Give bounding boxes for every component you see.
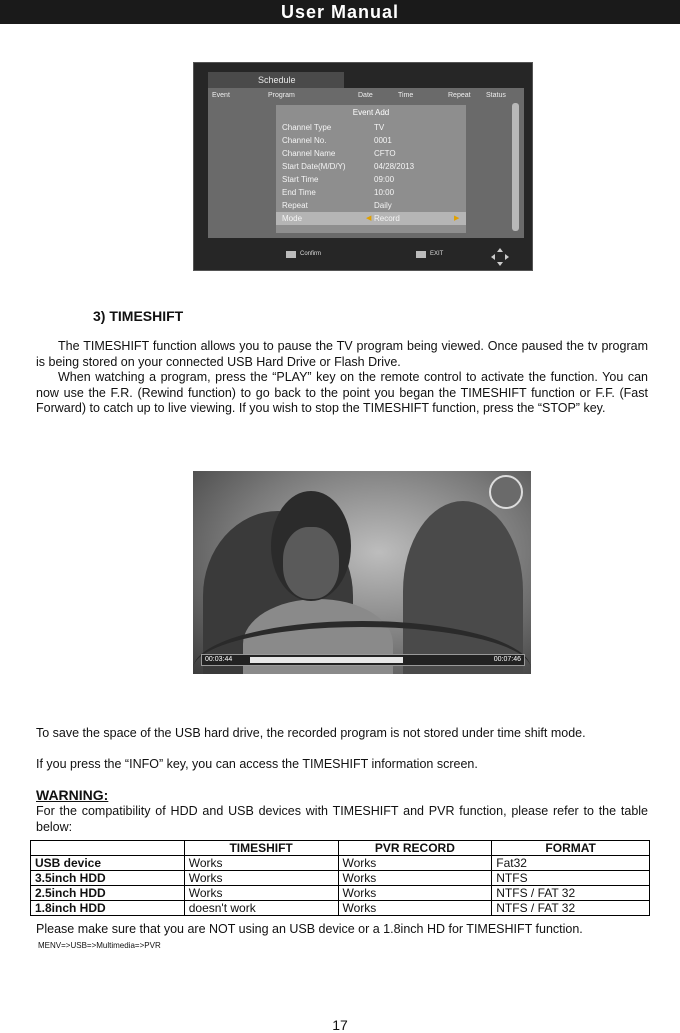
timeshift-screenshot [193, 471, 531, 674]
row-label: Channel Type [282, 123, 332, 132]
left-arrow-icon: ◀ [366, 215, 372, 222]
table-cell: 2.5inch HDD [31, 886, 185, 901]
schedule-column-header [208, 90, 524, 102]
col-repeat: Repeat [448, 92, 471, 99]
dialog-row[interactable] [276, 147, 466, 160]
table-header: PVR RECORD [338, 841, 492, 856]
menu-path: MENV=>USB=>Multimedia=>PVR [38, 941, 161, 950]
timeshift-intro: The TIMESHIFT function allows you to pause the TV program being viewed. Once paused the tv program is being stored on your connected USB Hard Drive or Flash Drive. [36, 339, 648, 369]
dialog-row[interactable] [276, 173, 466, 186]
warning-heading: WARNING: [36, 787, 109, 803]
table-cell: Fat32 [492, 856, 650, 871]
confirm-label: Confirm [300, 251, 322, 257]
row-label: Start Date(M/D/Y) [282, 162, 346, 171]
table-cell: Works [184, 856, 338, 871]
table-header: TIMESHIFT [184, 841, 338, 856]
table-cell: Works [338, 901, 492, 916]
row-value: Daily [374, 201, 392, 210]
table-row [31, 871, 650, 886]
dialog-row[interactable] [276, 160, 466, 173]
table-header-row [31, 841, 650, 856]
table-row [31, 856, 650, 871]
channel-logo-icon [489, 475, 523, 509]
timeshift-progress-fill [250, 657, 403, 663]
dialog-row-selected[interactable] [276, 212, 466, 225]
dialog-row[interactable] [276, 186, 466, 199]
col-status: Status [486, 92, 506, 99]
timeshift-instructions: When watching a program, press the “PLAY” key on the remote control to activate the function. You can now use the F.R. (Rewind function) to go back to the point you began the TIMESHIFT function or F.F. (Fast Forward) to catch up to live viewing. If you wish to stop the TIMESHIFT function, press the “STOP” key. [36, 370, 648, 415]
table-cell: Works [184, 871, 338, 886]
row-label: Start Time [282, 175, 319, 184]
timeshift-total-time: 00:07:46 [493, 656, 521, 663]
row-label: Channel No. [282, 136, 327, 145]
table-row [31, 901, 650, 916]
table-cell: NTFS / FAT 32 [492, 901, 650, 916]
dialog-row[interactable] [276, 134, 466, 147]
event-add-title: Event Add [352, 108, 390, 117]
table-cell: 3.5inch HDD [31, 871, 185, 886]
col-event: Event [212, 92, 230, 99]
event-add-dialog [276, 105, 466, 233]
section-title: 3) TIMESHIFT [93, 308, 184, 324]
timeshift-progress-bar [201, 654, 525, 666]
schedule-tab: Schedule [208, 72, 344, 88]
table-cell: NTFS / FAT 32 [492, 886, 650, 901]
compatibility-note: For the compatibility of HDD and USB devices with TIMESHIFT and PVR function, please refer to the table below: [36, 804, 648, 834]
row-label: Repeat [282, 201, 308, 210]
col-time: Time [398, 92, 414, 99]
table-header [31, 841, 185, 856]
osd-footer [194, 243, 532, 270]
table-cell: USB device [31, 856, 185, 871]
exit-label: EXIT [430, 251, 444, 257]
table-cell: Works [338, 886, 492, 901]
row-label: End Time [282, 188, 316, 197]
table-cell: 1.8inch HDD [31, 901, 185, 916]
row-label: Channel Name [282, 149, 336, 158]
schedule-screenshot [193, 62, 533, 271]
compatibility-table [30, 840, 650, 916]
table-cell: Works [338, 856, 492, 871]
table-cell: doesn't work [184, 901, 338, 916]
exit-key-icon [416, 251, 426, 258]
page-number: 17 [332, 1017, 348, 1033]
row-value: 04/28/2013 [374, 162, 415, 171]
info-key-note: If you press the “INFO” key, you can access the TIMESHIFT information screen. [36, 757, 478, 771]
table-cell: NTFS [492, 871, 650, 886]
dpad-icon [490, 247, 510, 267]
scrollbar[interactable] [512, 103, 519, 231]
header-bar [0, 0, 680, 24]
header-title: User Manual [280, 2, 400, 22]
row-value: 09:00 [374, 175, 395, 184]
usb-warning-note: Please make sure that you are NOT using an USB device or a 1.8inch HD for TIMESHIFT function. [36, 922, 583, 936]
ok-key-icon [286, 251, 296, 258]
person-face-shape [283, 527, 339, 599]
table-header: FORMAT [492, 841, 650, 856]
col-date: Date [358, 92, 373, 99]
row-value: 10:00 [374, 188, 395, 197]
row-label: Mode [282, 214, 303, 223]
timeshift-current-time: 00:03:44 [205, 656, 233, 663]
table-cell: Works [338, 871, 492, 886]
table-row [31, 886, 650, 901]
row-value: Record [374, 214, 400, 223]
row-value: CFTO [374, 149, 396, 158]
dialog-row[interactable] [276, 199, 466, 212]
row-value: TV [374, 123, 385, 132]
save-space-note: To save the space of the USB hard drive, the recorded program is not stored under time shift mode. [36, 726, 586, 740]
col-program: Program [268, 92, 295, 99]
row-value: 0001 [374, 136, 392, 145]
right-arrow-icon: ▶ [454, 215, 460, 222]
dialog-row[interactable] [276, 121, 466, 134]
table-cell: Works [184, 886, 338, 901]
